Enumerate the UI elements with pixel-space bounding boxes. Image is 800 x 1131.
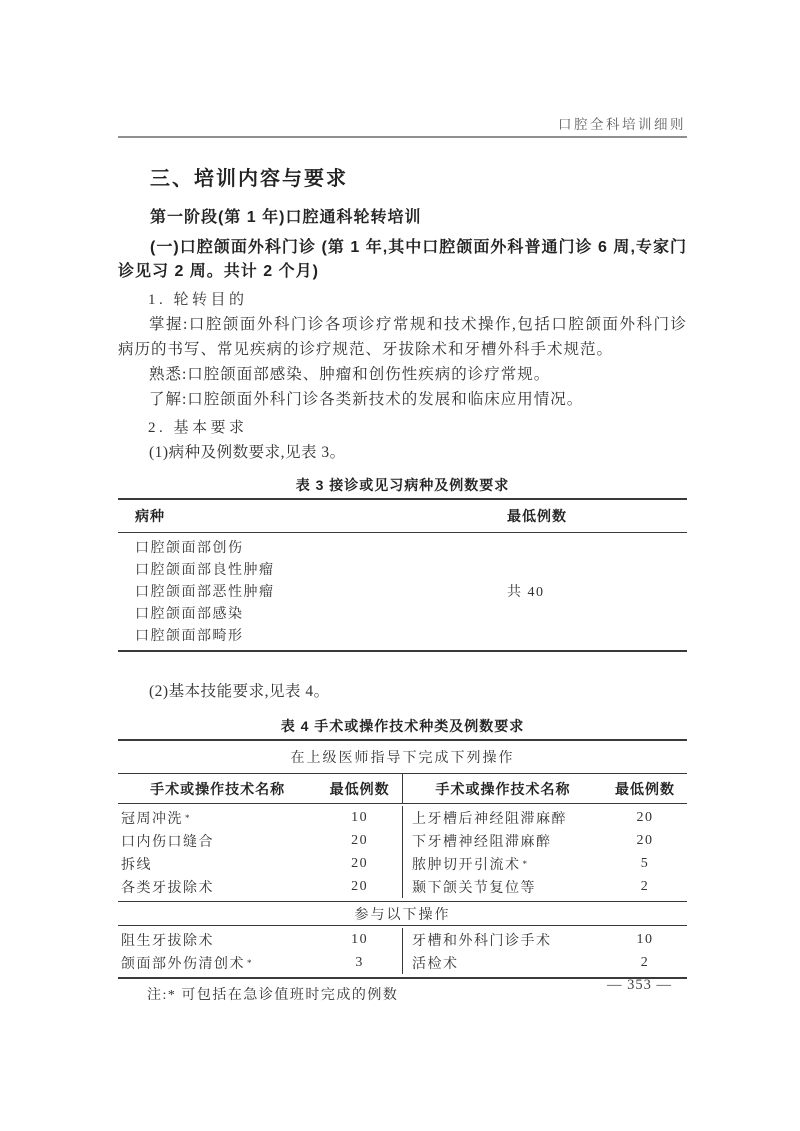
row-right [403,829,687,852]
operation-label: 上牙槽后神经阻滞麻醉 [412,811,567,827]
table-row [118,852,687,875]
page-content [118,160,687,1004]
min-cases: 2 [640,954,650,970]
operation-label: 牙槽和外科门诊手术 [412,933,552,949]
disease-name: 口腔颌面部恶性肿瘤 [135,585,275,600]
row-right [403,951,687,974]
table-row [118,928,687,951]
disease-name: 口腔颌面部畸形 [135,629,244,644]
table3-body [118,533,687,650]
asterisk-marker: * [185,812,190,823]
page-number: — 353 — [607,977,672,993]
table4-col-min-cases: 最低例数 [615,780,675,797]
operation-name [118,930,317,950]
paragraph-master: 掌握:口腔颌面外科门诊各项诊疗常规和技术操作,包括口腔颌面外科门诊病历的书写、常见疾病的诊疗规范、牙拔除术和牙槽外科手术规范。 [118,316,687,358]
table4-section2 [118,926,687,977]
operation-name [403,808,603,828]
running-header: 口腔全科培训细则 [558,117,686,132]
table3-col-disease: 病种 [135,508,165,524]
table4-band-participate: 参与以下操作 [118,901,687,926]
min-cases: 20 [636,832,654,848]
table4-col-operation-name: 手术或操作技术名称 [435,780,571,797]
table-row [118,875,687,898]
min-cases: 10 [351,931,369,947]
table-row [118,558,687,580]
item-basic-requirements: 2. 基本要求 [148,420,248,436]
table4-footnote: 注:* 可包括在急诊值班时完成的例数 [147,988,399,1003]
table-row [118,602,687,624]
asterisk-marker: * [522,858,527,869]
min-cases: 20 [351,878,369,894]
min-cases: 5 [640,855,650,871]
disease-name: 口腔颌面部感染 [135,607,244,622]
stage-title: 第一阶段(第 1 年)口腔通科轮转培训 [150,209,422,226]
operation-label: 口内伤口缝合 [121,834,214,850]
operation-name [118,808,317,828]
operation-name [403,953,603,973]
paragraph-understand: 了解:口腔颌面外科门诊各类新技术的发展和临床应用情况。 [149,391,584,408]
paragraph-familiar: 熟悉:口腔颌面部感染、肿瘤和创伤性疾病的诊疗常规。 [149,366,551,383]
table4-band-supervised: 在上级医师指导下完成下列操作 [118,741,687,774]
requirement-2: (2)基本技能要求,见表 4。 [149,683,330,700]
row-right [403,875,687,898]
table3-title: 表 3 接诊或见习病种及例数要求 [295,477,510,493]
operation-name [118,877,317,897]
asterisk-marker: * [247,957,252,968]
requirement-1: (1)病种及例数要求,见表 3。 [149,444,346,461]
row-right [403,928,687,951]
operation-name [118,831,317,851]
table3 [118,498,687,652]
operation-name [403,831,603,851]
min-cases: 3 [355,954,364,970]
min-cases: 20 [636,809,654,825]
row-left [118,852,403,875]
min-cases-total: 共 40 [507,585,545,600]
row-left [118,951,403,974]
operation-name [118,854,317,874]
table-row [118,951,687,974]
row-left [118,806,403,829]
operation-label: 各类牙拔除术 [121,880,214,896]
table4-header-row [118,774,687,804]
table3-col-min-cases: 最低例数 [507,508,567,524]
row-left [118,875,403,898]
operation-label: 脓肿切开引流术 [412,857,521,873]
header-rule [118,136,687,138]
table-row [118,829,687,852]
operation-label: 阻生牙拔除术 [121,933,214,949]
table-row [118,536,687,558]
min-cases: 20 [351,855,369,871]
table4 [118,739,687,979]
min-cases: 20 [351,832,369,848]
disease-name: 口腔颌面部创伤 [135,541,244,556]
table4-header-left [118,774,403,803]
row-left [118,829,403,852]
operation-name [403,854,603,874]
disease-name: 口腔颌面部良性肿瘤 [135,563,275,578]
operation-label: 冠周冲洗 [121,811,183,827]
min-cases: 10 [636,931,654,947]
table-row [118,580,687,602]
table4-col-operation-name: 手术或操作技术名称 [150,780,286,797]
operation-label: 颞下颌关节复位等 [412,880,536,896]
row-left [118,928,403,951]
operation-name [403,877,603,897]
operation-label: 拆线 [121,857,152,873]
operation-label: 下牙槽神经阻滞麻醉 [412,834,552,850]
intro-paragraph: (一)口腔颌面外科门诊 (第 1 年,其中口腔颌面外科普通门诊 6 周,专家门诊见习 2 周。共计 2 个月) [118,239,687,280]
table-row [118,624,687,646]
min-cases: 10 [351,809,369,825]
item-rotation-purpose: 1. 轮转目的 [148,292,248,308]
operation-name [403,930,603,950]
operation-label: 活检术 [412,956,459,972]
min-cases: 2 [640,878,650,894]
table4-col-min-cases: 最低例数 [329,780,390,797]
table3-header-row [118,500,687,533]
row-right [403,806,687,829]
table4-header-right [403,774,687,803]
operation-name [118,953,317,973]
row-right [403,852,687,875]
table4-title: 表 4 手术或操作技术种类及例数要求 [280,718,525,734]
table4-section1 [118,804,687,901]
operation-label: 颌面部外伤清创术 [121,956,245,972]
section-title: 三、培训内容与要求 [150,168,348,190]
table-row [118,806,687,829]
